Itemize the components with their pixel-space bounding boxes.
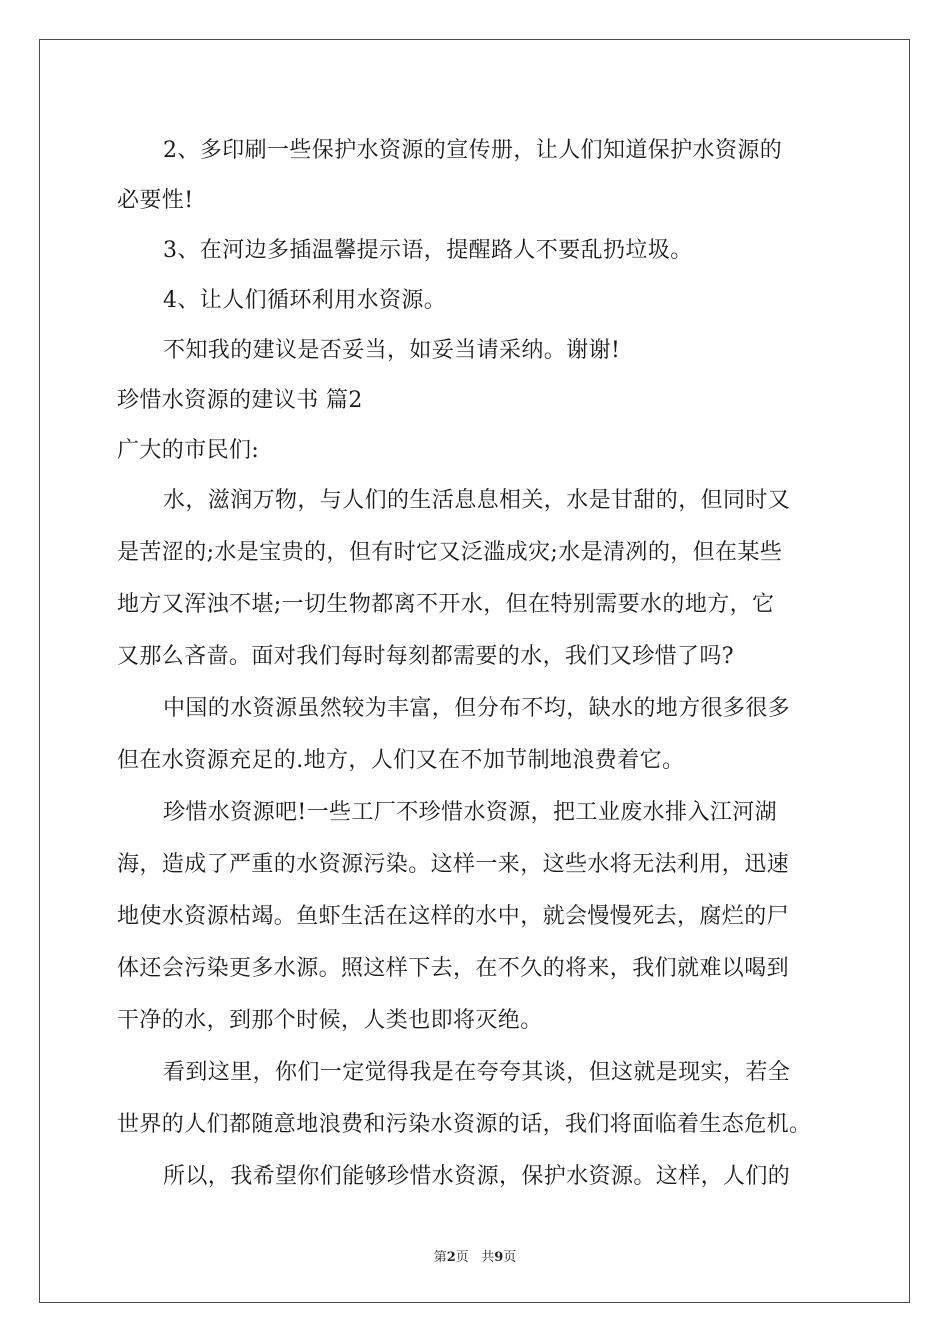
paragraph-line: 水，滋润万物，与人们的生活息息相关，水是甘甜的，但同时又	[163, 488, 791, 513]
footer-total-pages: 9	[494, 1250, 504, 1265]
document-body	[117, 126, 837, 1204]
paragraph-line: 又那么吝啬。面对我们每时每刻都需要的水，我们又珍惜了吗?	[117, 644, 734, 669]
footer-total-unit: 页	[503, 1250, 517, 1265]
paragraph-line: 但在水资源充足的.地方，人们又在不加节制地浪费着它。	[117, 748, 685, 773]
paragraph-line: 干净的水，到那个时候，人类也即将灭绝。	[117, 1008, 543, 1033]
footer-total-prefix: 共	[481, 1250, 495, 1265]
paragraph-line: 所以，我希望你们能够珍惜水资源，保护水资源。这样，人们的	[163, 1164, 791, 1189]
paragraph-line: 海，造成了严重的水资源污染。这样一来，这些水将无法利用，迅速	[117, 852, 790, 877]
paragraph-line: 地使水资源枯竭。鱼虾生活在这样的水中，就会慢慢死去，腐烂的尸	[117, 904, 790, 929]
paragraph-line: 不知我的建议是否妥当，如妥当请采纳。谢谢!	[163, 338, 621, 363]
salutation: 广大的市民们:	[117, 438, 260, 463]
paragraph-line: 必要性!	[117, 188, 194, 213]
paragraph-line: 是苦涩的;水是宝贵的，但有时它又泛滥成灾;水是清冽的，但在某些	[117, 540, 783, 565]
paragraph-line: 体还会污染更多水源。照这样下去，在不久的将来，我们就难以喝到	[117, 956, 790, 981]
footer-page-prefix: 第	[433, 1250, 447, 1265]
page-footer	[0, 1246, 950, 1265]
paragraph-line: 地方又浑浊不堪;一切生物都离不开水，但在特别需要水的地方，它	[117, 592, 775, 617]
paragraph-line: 3、在河边多插温馨提示语，提醒路人不要乱扔垃圾。	[163, 238, 693, 263]
paragraph-line: 4、让人们循环利用水资源。	[163, 288, 447, 313]
paragraph-line: 珍惜水资源吧!一些工厂不珍惜水资源，把工业废水排入江河湖	[163, 800, 778, 825]
paragraph-line: 世界的人们都随意地浪费和污染水资源的话，我们将面临着生态危机。	[117, 1112, 812, 1137]
footer-page-number: 2	[446, 1250, 456, 1265]
paragraph-line: 中国的水资源虽然较为丰富，但分布不均，缺水的地方很多很多	[163, 696, 791, 721]
section-heading: 珍惜水资源的建议书 篇2	[117, 388, 363, 413]
paragraph-line: 看到这里，你们一定觉得我是在夸夸其谈，但这就是现实，若全	[163, 1060, 791, 1085]
footer-page-unit: 页	[455, 1250, 469, 1265]
paragraph-line: 2、多印刷一些保护水资源的宣传册，让人们知道保护水资源的	[163, 138, 783, 163]
